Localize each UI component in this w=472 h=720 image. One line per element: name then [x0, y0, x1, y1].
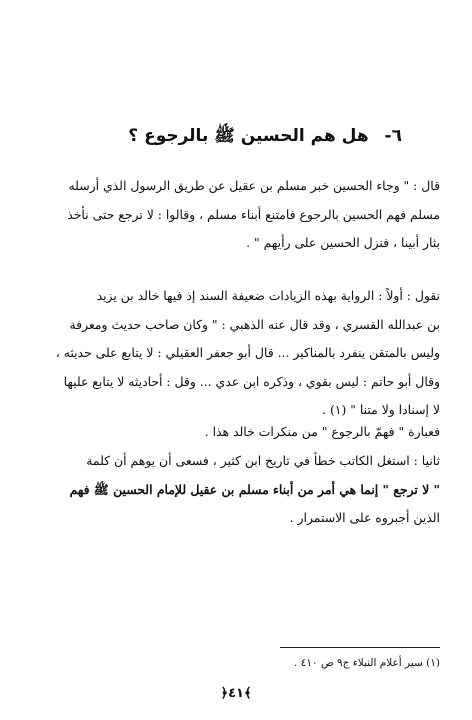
text-line: الذين أجبروه على الاستمرار .	[289, 510, 440, 525]
text-line: وقال أبو حاتم : ليس بقوي ، وذكره ابن عدي ... وقل : أحاديثه لا يتابع عليها	[63, 373, 440, 389]
footnote-divider	[280, 647, 440, 648]
text-line: " لا ترجع " إنما هي أمر من أبناء مسلم بن عقيل للإمام الحسين ﷺ فهم	[69, 481, 440, 497]
paragraph-first-response	[30, 282, 440, 425]
text-line: ثانيا : استغل الكاتب خطأ في تاريخ ابن كثير ، فسعى أن يوهم أن كلمة	[86, 453, 440, 468]
section-title: هل هم الحسين ﷺ بالرجوع ؟	[128, 126, 369, 146]
text-line: نقول : أولاً : الرواية بهذه الزيادات ضعيفة السند إذ فيها خالد بن يزيد	[96, 288, 440, 303]
text-line: مسلم فهم الحسين بالرجوع فامتنع أبناء مسلم ، وقالوا : لا ترجع حتى نأخذ	[67, 206, 440, 222]
text-line: بن عبدالله القسري ، وقد قال عنه الذهبي : " وكان صاحب حديث ومعرفة	[69, 316, 440, 332]
text-line: وليس بالمتقن ينفرد بالمناكير ... قال أبو جعفر العقيلي : لا يتابع على حديثه ،	[55, 345, 440, 360]
page-number: ﴿٤١﴾	[220, 686, 252, 701]
paragraph-quote	[30, 172, 440, 258]
text-line: فعبارة " فهمّ بالرجوع " من منكرات خالد هذا .	[204, 424, 440, 439]
section-heading	[62, 124, 402, 148]
text-line: بثار أبينا ، فنزل الحسين على رأيهم " .	[246, 235, 440, 250]
text-line: لا إسنادا ولا متنا " (١) .	[322, 402, 440, 417]
section-number: ٦-	[384, 126, 402, 146]
paragraph-conclusion	[30, 418, 440, 447]
paragraph-second-response	[30, 447, 440, 533]
footnote: (١) سير أعلام النبلاء ج٩ ص ٤١٠ .	[294, 657, 440, 669]
text-line: قال : " وجاء الحسين خبر مسلم بن عقيل عن طريق الرسول الذي أرسله	[68, 178, 440, 193]
